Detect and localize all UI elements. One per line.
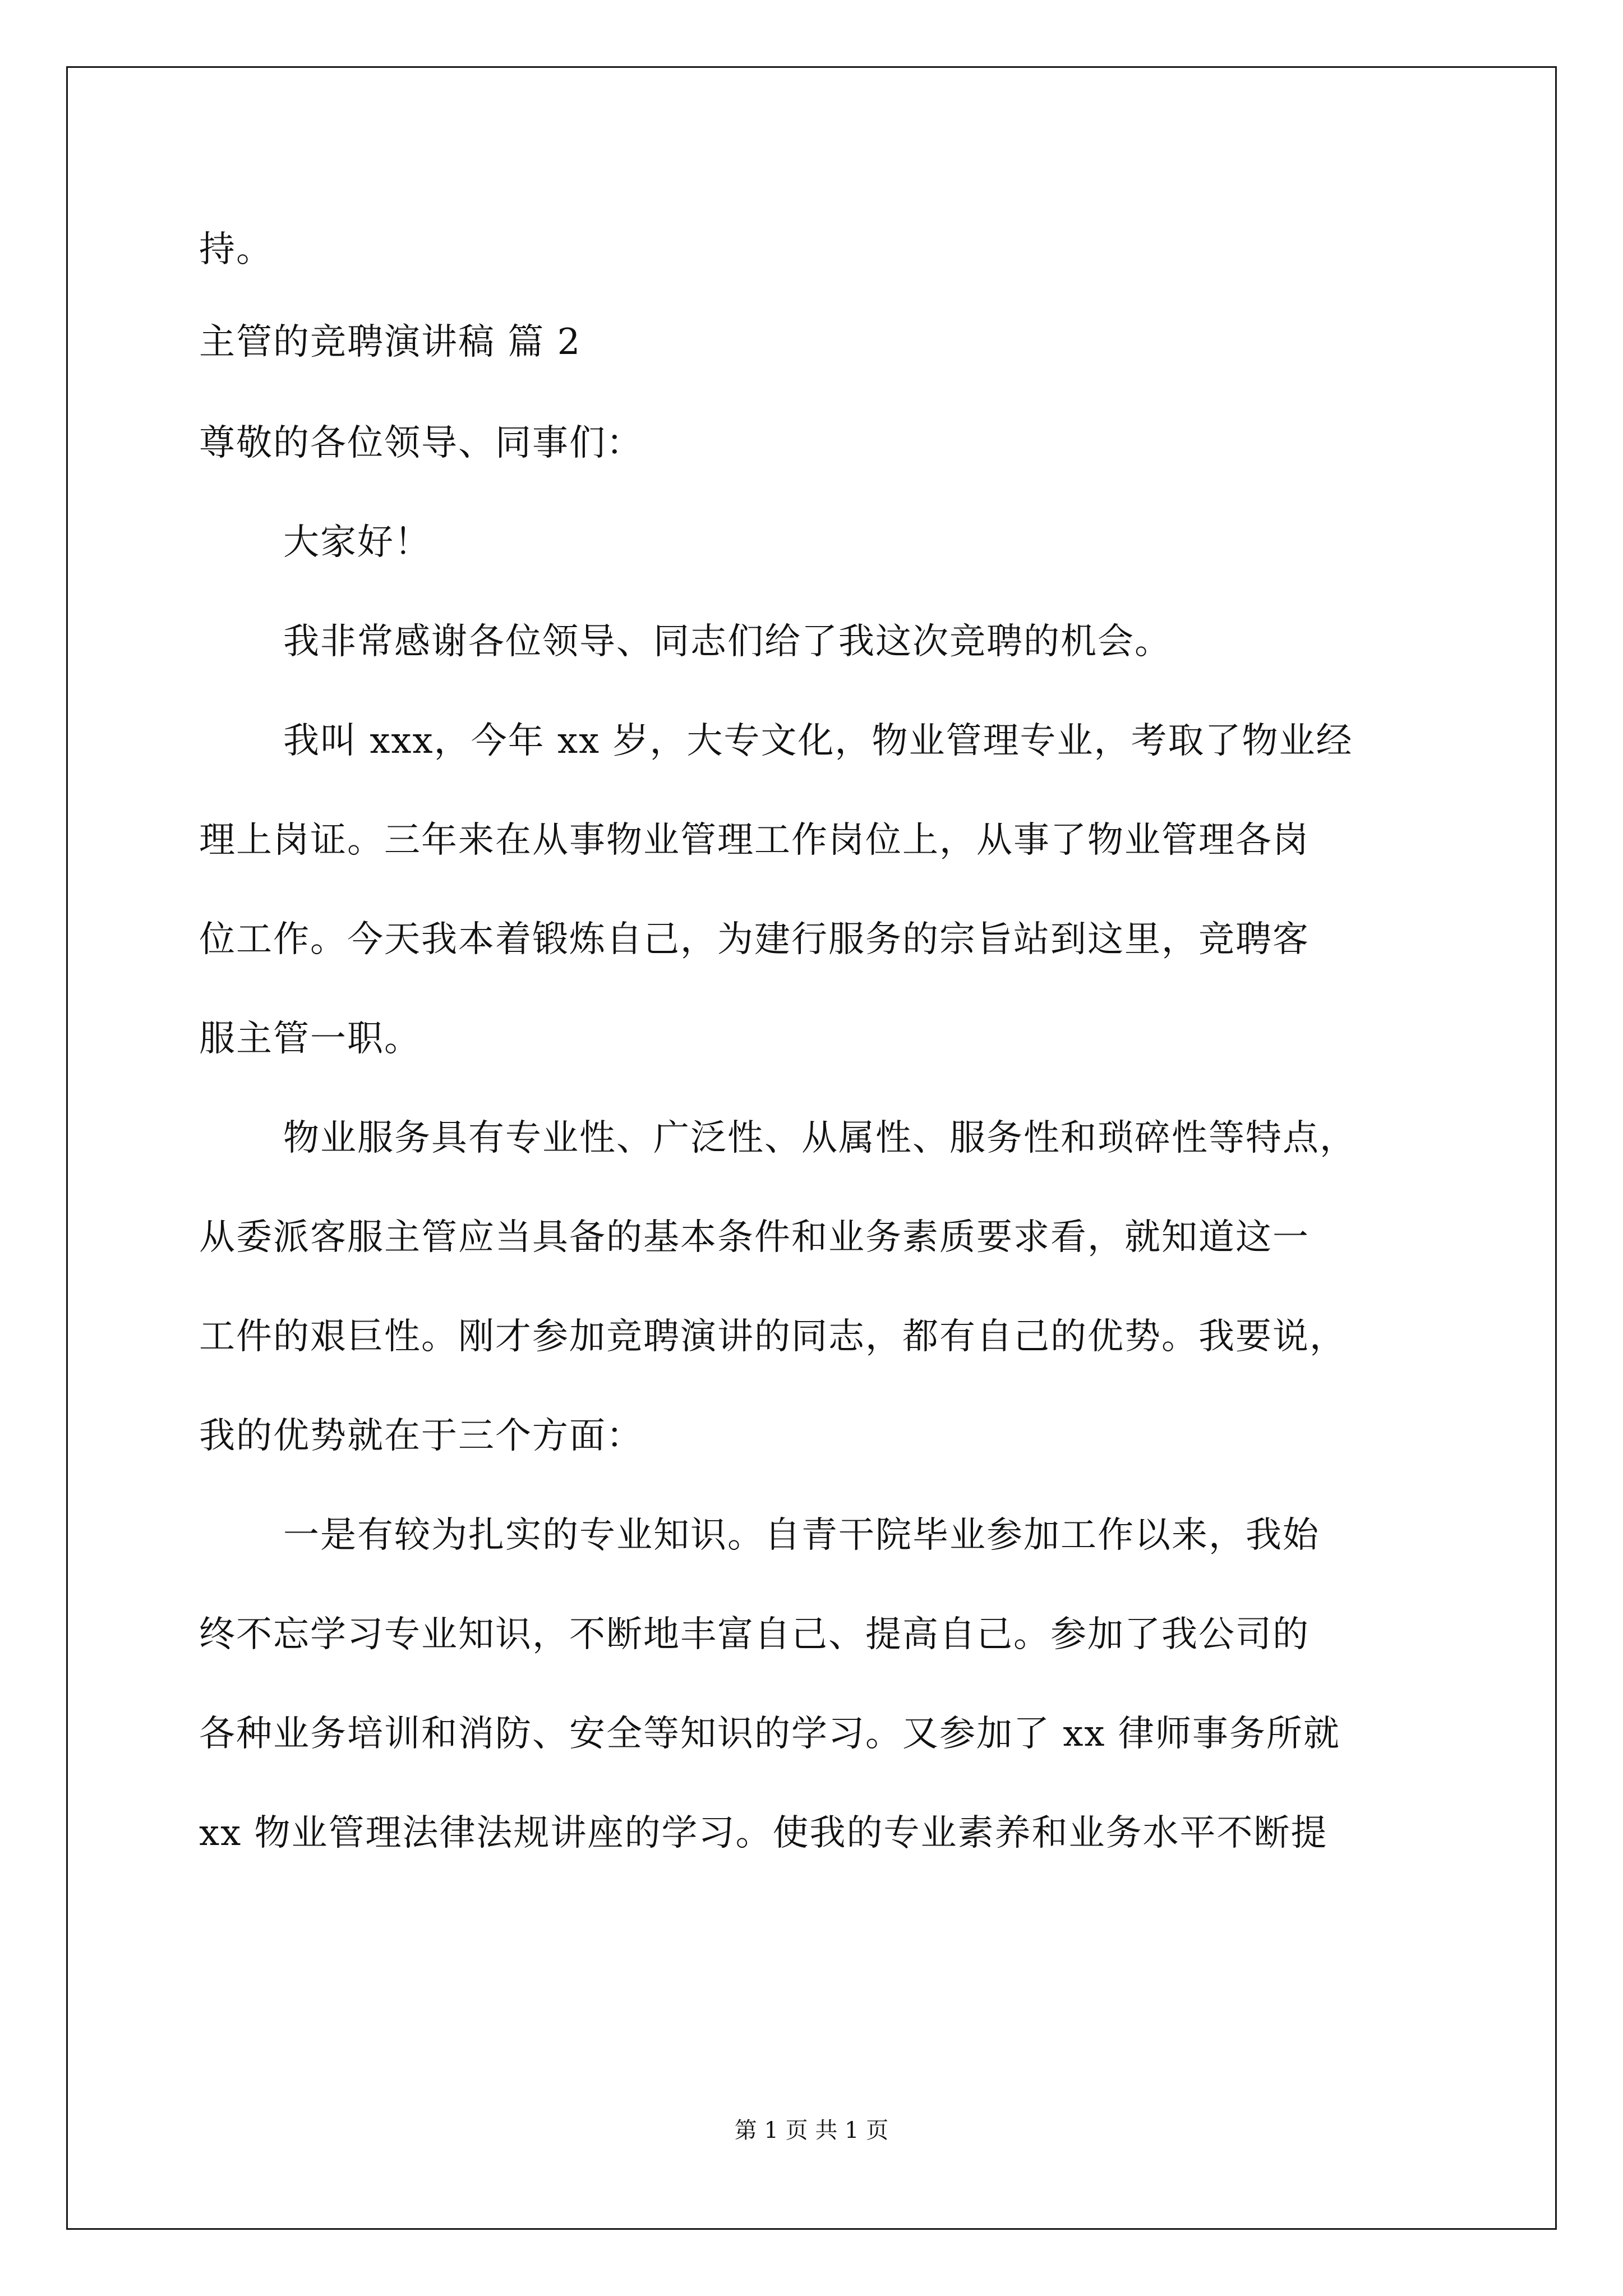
paragraph-line: 服主管一职。 — [199, 1018, 421, 1060]
paragraph-line: 各种业务培训和消防、安全等知识的学习。又参加了 xx 律师事务所就 — [199, 1713, 1340, 1755]
salutation: 尊敬的各位领导、同事们： — [199, 422, 643, 464]
paragraph-line: 终不忘学习专业知识，不断地丰富自己、提高自己。参加了我公司的 — [199, 1614, 1310, 1655]
section-heading: 主管的竞聘演讲稿 篇 2 — [199, 321, 582, 363]
paragraph-line: 位工作。今天我本着锻炼自己，为建行服务的宗旨站到这里，竞聘客 — [199, 919, 1310, 960]
paragraph-line: 我非常感谢各位领导、同志们给了我这次竞聘的机会。 — [283, 621, 1172, 662]
page-footer: 第 1 页 共 1 页 — [734, 2118, 889, 2143]
paragraph-line: 我叫 xxx，今年 xx 岁，大专文化，物业管理专业，考取了物业经 — [283, 720, 1353, 762]
paragraph-line: 从委派客服主管应当具备的基本条件和业务素质要求看，就知道这一 — [199, 1217, 1310, 1258]
paragraph-line: 工件的艰巨性。刚才参加竞聘演讲的同志，都有自己的优势。我要说， — [199, 1316, 1347, 1358]
paragraph-line: 一是有较为扎实的专业知识。自青干院毕业参加工作以来，我始 — [283, 1515, 1320, 1556]
text-line-continuation: 持。 — [199, 229, 273, 270]
paragraph-line: 理上岗证。三年来在从事物业管理工作岗位上，从事了物业管理各岗 — [199, 820, 1310, 861]
paragraph-line: 我的优势就在于三个方面： — [199, 1415, 643, 1457]
paragraph-line: xx 物业管理法律法规讲座的学习。使我的专业素养和业务水平不断提 — [199, 1812, 1328, 1854]
paragraph-line: 物业服务具有专业性、广泛性、从属性、服务性和琐碎性等特点， — [283, 1117, 1357, 1159]
greeting: 大家好！ — [283, 522, 431, 563]
